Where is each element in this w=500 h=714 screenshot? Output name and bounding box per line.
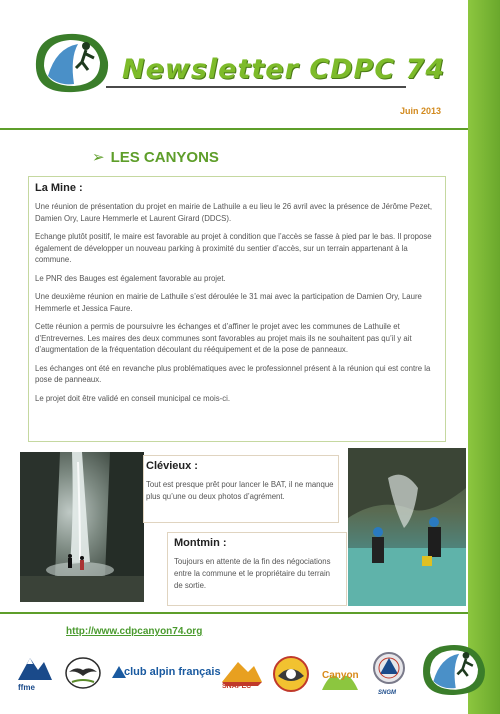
ffme-label: ffme xyxy=(18,683,35,692)
la-mine-paragraph: Une deuxième réunion en mairie de Lathuile s’est déroulée le 31 mai avec la participation de Damien Ory, Laure Hemmerle et Jessica Faure. xyxy=(35,292,422,313)
arrow-bullet-icon: ➢ xyxy=(92,149,105,166)
la-mine-paragraph: Le PNR des Bauges est également favorable au projet. xyxy=(35,273,226,283)
canyon-label: Canyon xyxy=(322,670,359,681)
clevieux-box xyxy=(143,455,339,523)
montmin-box xyxy=(167,532,347,606)
ffs-bat-logo xyxy=(64,656,102,690)
newsletter-title: Newsletter CDPC 74 xyxy=(122,54,446,85)
cdpc-corner-logo xyxy=(418,636,490,704)
club-alpin-francais-label: club alpin français xyxy=(124,666,221,678)
federation-logo xyxy=(270,654,312,694)
section-title-text: LES CANYONS xyxy=(110,149,219,166)
sngm-logo xyxy=(372,650,406,686)
website-link[interactable]: http://www.cdpcanyon74.org xyxy=(66,626,203,637)
clevieux-title: Clévieux : xyxy=(146,460,198,472)
cdpc-logo xyxy=(30,28,114,98)
waterfall-photo xyxy=(20,452,144,602)
footer-divider xyxy=(0,612,468,614)
title-underline xyxy=(106,86,406,88)
la-mine-box xyxy=(28,176,446,442)
side-green-bar xyxy=(468,0,500,714)
la-mine-paragraph: Cette réunion a permis de poursuivre les échanges et d’affiner le projet avec les communes de Lathuile et d’Entrevernes. Les maires des deux communes sont favorables au projet mais ils ne souhaitent pas qu’il y ait d’augmentation de la fréquentation découlant du rééquipement et de la pose de panneaux. xyxy=(35,322,412,354)
la-mine-title: La Mine : xyxy=(35,182,83,194)
snapec-label: SNAPEC xyxy=(222,683,252,690)
header-divider xyxy=(0,128,468,130)
canyoners-photo xyxy=(348,448,466,606)
sngm-label: SNGM xyxy=(378,690,396,696)
issue-date: Juin 2013 xyxy=(400,106,442,116)
la-mine-paragraph: Une réunion de présentation du projet en mairie de Lathuile a eu lieu le 26 avril avec la présence de Jérôme Pezet, Damien Ory, Laure Hemmerle et Laurent Girard (DDCS). xyxy=(35,202,433,223)
la-mine-paragraph: Les échanges ont été en revanche plus problématiques avec le professionnel présent à la réunion qui est contre la pose de panneaux. xyxy=(35,363,431,384)
la-mine-paragraph: Echange plutôt positif, le maire est favorable au projet à condition que l’accès se fasse à pied par le bas. Il propose également de développer un nouveau parking à proximité du sentier d’accès, sur un terrain appartenant à la commune. xyxy=(35,232,432,264)
section-title xyxy=(92,148,219,166)
montmin-title: Montmin : xyxy=(174,537,227,549)
la-mine-paragraph: Le projet doit être validé en conseil municipal ce mois-ci. xyxy=(35,393,231,403)
montmin-text: Toujours en attente de la fin des négociations entre la commune et le propriétaire du terrain de sortie. xyxy=(174,557,331,590)
clevieux-text: Tout est presque prêt pour lancer le BAT, il ne manque plus qu’une ou deux photos d’agrément. xyxy=(146,480,334,501)
